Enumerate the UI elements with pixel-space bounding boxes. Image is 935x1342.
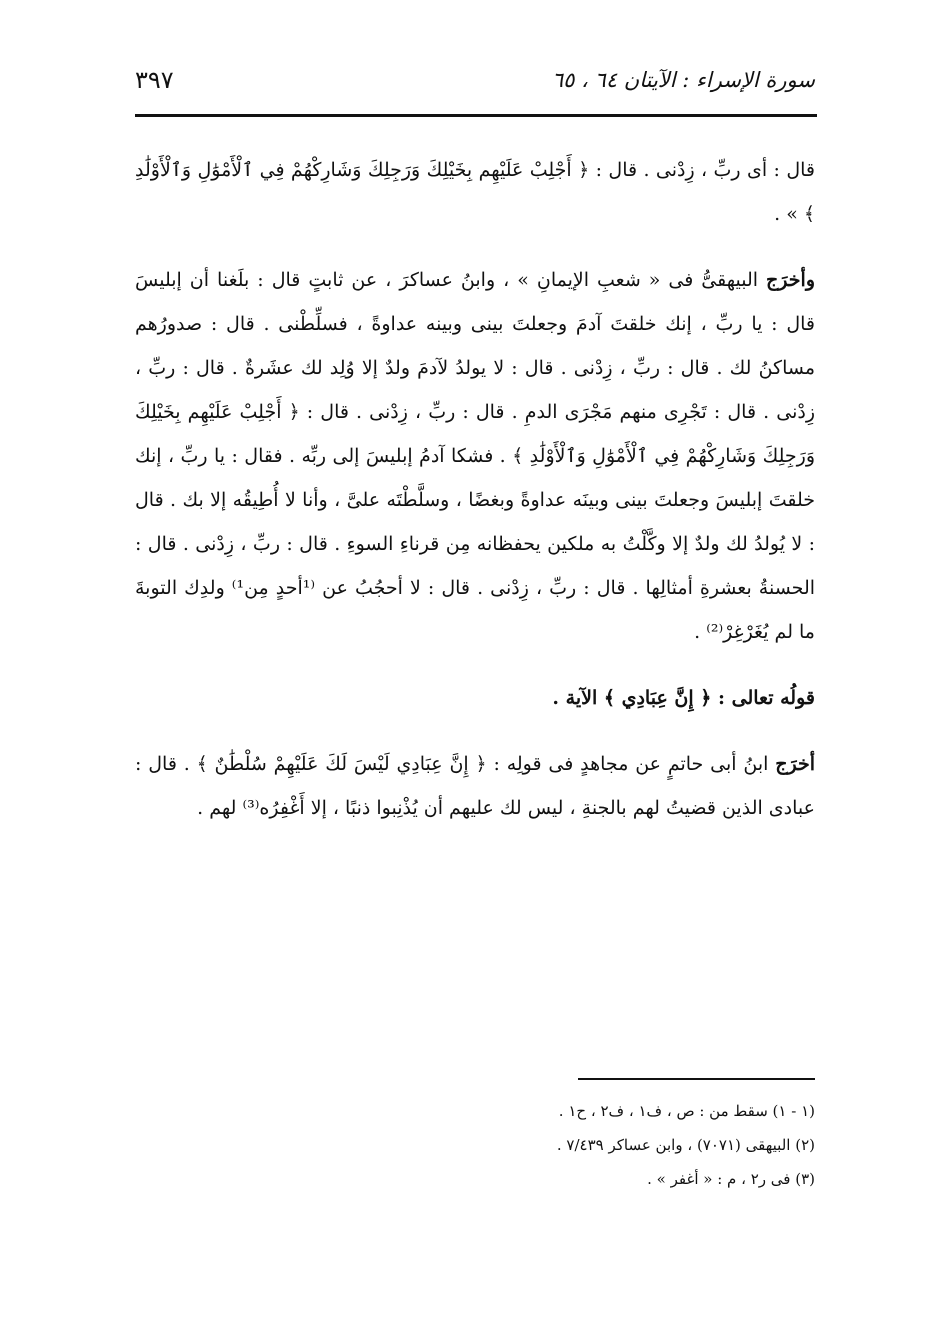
paragraph-2 bbox=[135, 258, 815, 654]
paragraph-2-text: البيهقىُّ فى « شعبِ الإيمانِ » ، وابنُ عساكرَ ، عن ثابتٍ قال : بلَغنا أن إبليسَ قال : يا ربِّ ، إنك خلقتَ آدمَ وجعلتَ بينى وبينه عداوةً ، فسلِّطْنى . قال : صدورُهم مساكنُ لك . قال : ربِّ ، زِدْنى . قال : لا يولدُ لآدمَ ولدٌ إلا وُلِد لك عشَرةٌ . قال : ربِّ ، زِدْنى . قال : تَجْرِى منهم مَجْرَى الدمِ . قال : ربِّ ، زِدْنى . قال : ﴿ أَجْلِبْ عَلَيْهِم بِخَيْلِكَ وَرَجِلِكَ وَشَارِكْهُمْ فِي ٱلْأَمْوَٰلِ وَٱلْأَوْلَٰدِ ﴾ . فشكا آدمُ إبليسَ إلى ربِّه . فقال : يا ربِّ ، إنك خلقتَ إبليسَ وجعلتَ بينى وبينَه عداوةً وبغضًا ، وسلَّطْتَه علىَّ ، وأنا لا أُطِيقُه إلا بك . قال : لا يُولدُ لك ولدٌ إلا وكَّلْتُ به ملكين يحفظانه مِن قرناءِ السوءِ . قال : ربِّ ، زِدْنى . قال : الحسنةُ بعشرةِ أمثالِها . قال : ربِّ ، زِدْنى . قال : لا أحجُبُ عن ⁽¹أحدٍ مِن¹⁾ ولدِك التوبةَ ما لم يُغَرْغِرْ⁽²⁾ . bbox=[135, 269, 816, 643]
running-title: سورة الإسراء : الآيتان ٦٤ ، ٦٥ bbox=[551, 68, 815, 92]
footnote-3: (٣) فى ر٢ ، م : « أغفر » . bbox=[647, 1170, 815, 1188]
footnote-rule bbox=[578, 1078, 815, 1080]
footnotes bbox=[135, 1094, 815, 1196]
verse-heading: قولُه تعالى : ﴿ إِنَّ عِبَادِي ﴾ الآية . bbox=[552, 687, 815, 709]
page-header bbox=[135, 62, 815, 102]
paragraph-3-lead: أخرَج bbox=[775, 753, 815, 775]
footnote-2: (٢) البيهقى (٧٠٧١) ، وابن عساكر ٧/٤٣٩ . bbox=[556, 1136, 815, 1154]
footnote-1: (١ - ١) سقط من : ص ، ف١ ، ف٢ ، ح١ . bbox=[558, 1102, 815, 1120]
body-text bbox=[135, 148, 815, 852]
page-number: ٣٩٧ bbox=[135, 66, 174, 94]
paragraph-3-text: ابنُ أبى حاتمٍ عن مجاهدٍ فى قولِه : ﴿ إِنَّ عِبَادِي لَيْسَ لَكَ عَلَيْهِمْ سُلْطَٰنٌ ﴾ . قال : عبادى الذين قضيتُ لهم بالجنةِ ، ليس لك عليهم أن يُذْنِبوا ذنبًا ، إلا أَغْفِرُه⁽³⁾ لهم . bbox=[135, 753, 815, 819]
header-rule bbox=[135, 114, 817, 117]
paragraph-2-lead: وأخرَج bbox=[766, 269, 815, 291]
paragraph-3 bbox=[135, 742, 815, 830]
paragraph-1: قال : أى ربِّ ، زِدْنى . قال : ﴿ أَجْلِبْ عَلَيْهِم بِخَيْلِكَ وَرَجِلِكَ وَشَارِكْهُمْ فِي ٱلْأَمْوَٰلِ وَٱلْأَوْلَٰدِ ﴾ » . bbox=[135, 159, 815, 225]
